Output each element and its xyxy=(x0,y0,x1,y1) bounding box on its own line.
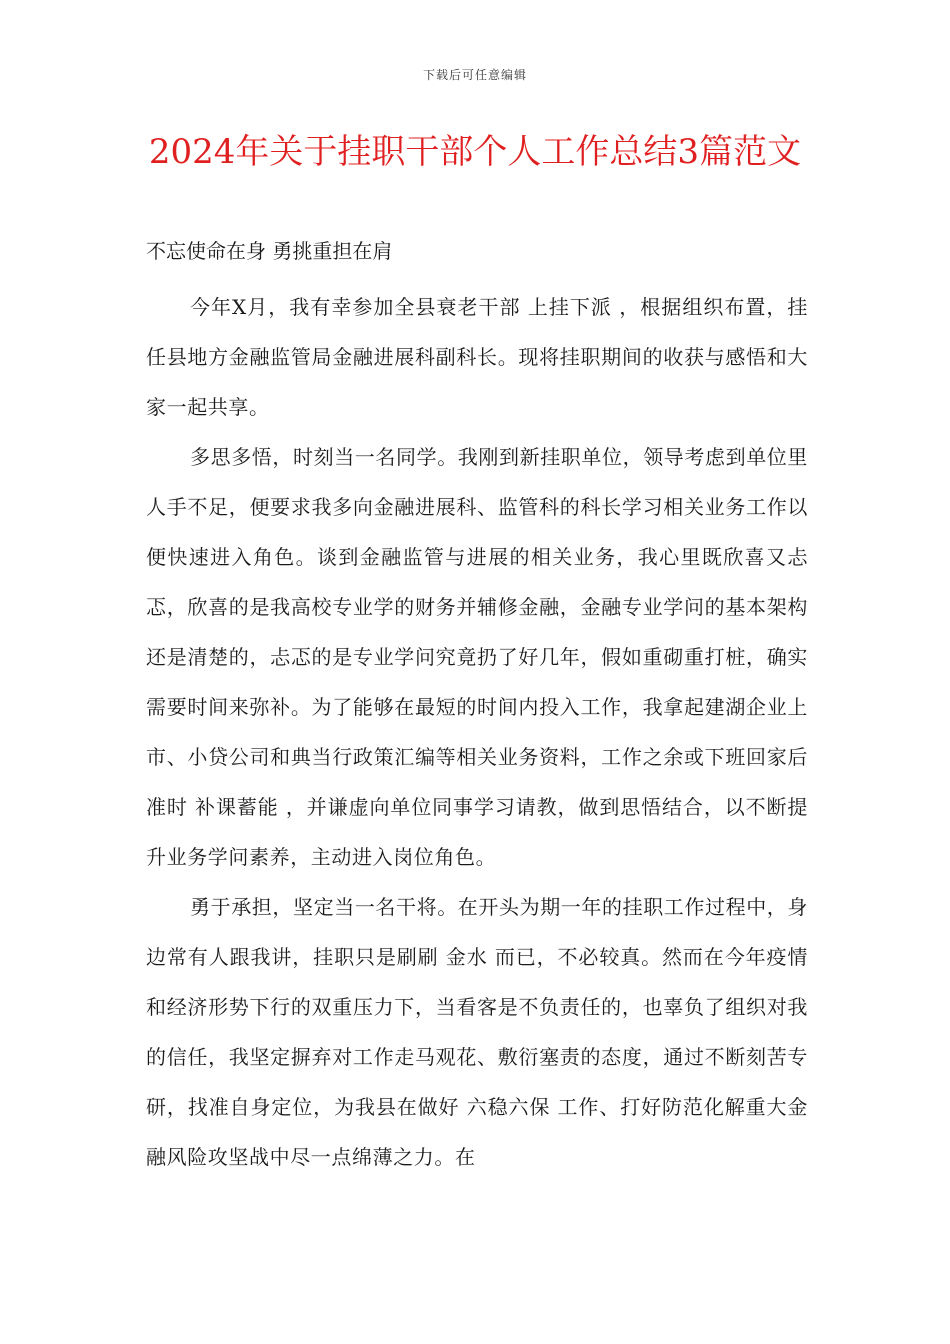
paragraph-learning: 多思多悟，时刻当一名同学。我刚到新挂职单位，领导考虑到单位里人手不足，便要求我多向金融进展科、监管科的科长学习相关业务工作以便快速进入角色。谈到金融监管与进展的相关业务，我心里既欣喜又忐忑，欣喜的是我高校专业学的财务并辅修金融，金融专业学问的基本架构还是清楚的，忐忑的是专业学问究竟扔了好几年，假如重砌重打桩，确实需要时间来弥补。为了能够在最短的时间内投入工作，我拿起建湖企业上市、小贷公司和典当行政策汇编等相关业务资料，工作之余或下班回家后准时 补课蓄能 ，并谦虚向单位同事学习请教，做到思悟结合，以不断提升业务学问素养，主动进入岗位角色。 xyxy=(146,445,808,869)
document-title: 2024年关于挂职干部个人工作总结3篇范文 xyxy=(148,132,802,172)
header-note: 下载后可任意编辑 xyxy=(422,68,527,82)
document-subtitle: 不忘使命在身 勇挑重担在肩 xyxy=(146,239,393,263)
document-body xyxy=(146,282,808,1182)
paragraph-intro: 今年X月，我有幸参加全县衰老干部 上挂下派 ，根据组织布置，挂任县地方金融监管局金融进展科副科长。现将挂职期间的收获与感悟和大家一起共享。 xyxy=(146,295,808,419)
paragraph-responsibility: 勇于承担，坚定当一名干将。在开头为期一年的挂职工作过程中，身边常有人跟我讲，挂职只是刷刷 金水 而已，不必较真。然而在今年疫情和经济形势下行的双重压力下，当看客是不负责任的，也辜负了组织对我的信任，我坚定摒弃对工作走马观花、敷衍塞责的态度，通过不断刻苦专研，找准自身定位，为我县在做好 六稳六保 工作、打好防范化解重大金融风险攻坚战中尽一点绵薄之力。在 xyxy=(146,895,808,1169)
